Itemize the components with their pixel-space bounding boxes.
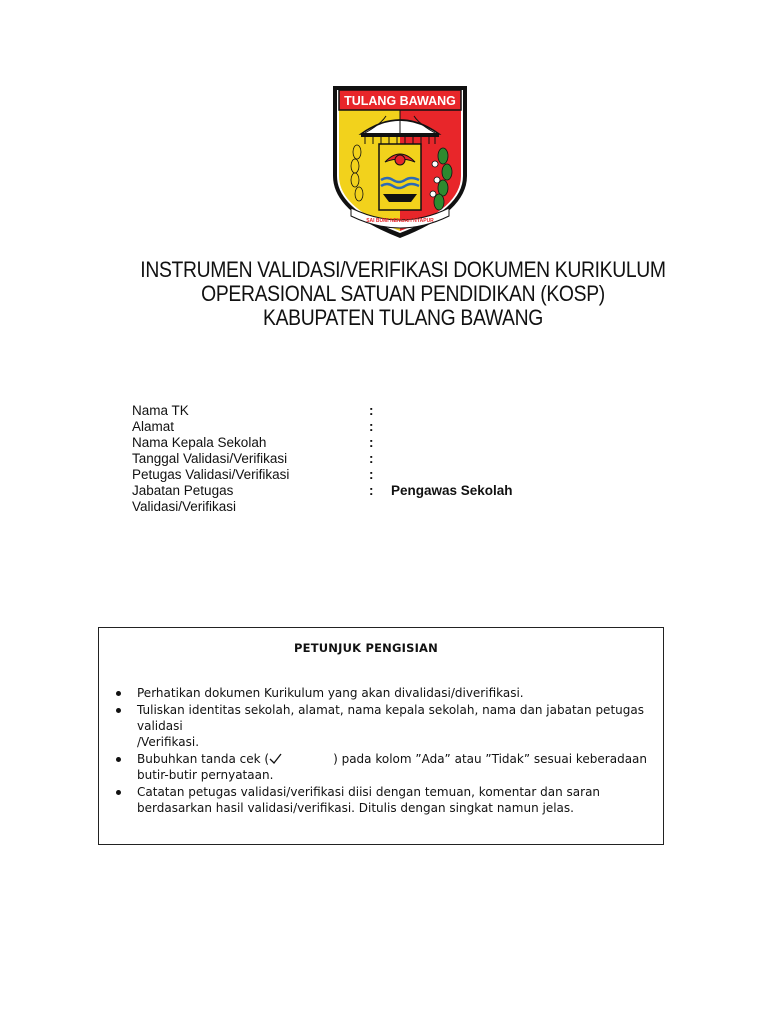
instruction-line-with-check [137, 751, 647, 767]
identity-label: Nama TK [132, 403, 189, 418]
identity-row-nama-tk [132, 403, 652, 419]
identity-row-petugas [132, 467, 652, 483]
identity-colon: : [369, 435, 374, 450]
checkmark-icon [269, 753, 282, 764]
identity-label: Nama Kepala Sekolah [132, 435, 267, 450]
identity-row-kepala-sekolah [132, 435, 652, 451]
title-line-2: OPERASIONAL SATUAN PENDIDIKAN (KOSP) [201, 281, 605, 306]
list-item [115, 784, 647, 816]
document-title [56, 258, 749, 330]
bullet-icon [116, 757, 121, 762]
instruction-text: Perhatikan dokumen Kurikulum yang akan divalidasi/diverifikasi. [137, 686, 524, 700]
identity-colon: : [369, 467, 374, 482]
identity-label [132, 483, 369, 515]
instruction-text-line-2: berdasarkan hasil validasi/verifikasi. Ditulis dengan singkat namun jelas. [137, 801, 574, 815]
identity-label-line-2: Validasi/Verifikasi [132, 499, 237, 514]
identity-label: Petugas Validasi/Verifikasi [132, 467, 290, 482]
instruction-text-before-check: Bubuhkan tanda cek ( [137, 752, 270, 766]
bullet-icon [116, 691, 121, 696]
list-item [115, 702, 647, 750]
title-line-1: INSTRUMEN VALIDASI/VERIFIKASI DOKUMEN KURIKULUM [140, 257, 666, 282]
instruction-text-after-check: ) pada kolom ”Ada” atau ”Tidak” sesuai keberadaan [333, 752, 647, 766]
identity-value-jabatan: Pengawas Sekolah [391, 483, 513, 498]
instruction-text-line-2: validasi [137, 719, 183, 733]
list-item [115, 685, 647, 701]
instruction-text-line-1: Tuliskan identitas sekolah, alamat, nama kepala sekolah, nama dan jabatan petugas [137, 703, 644, 717]
identity-row-alamat [132, 419, 652, 435]
bullet-icon [116, 790, 121, 795]
emblem-shield-icon [331, 84, 469, 240]
instruction-text-line-3: /Verifikasi. [137, 735, 200, 749]
emblem-motto-text: SAI BUMI NENGAH NYAPUR [366, 218, 434, 224]
identity-colon: : [369, 403, 374, 418]
identity-label: Tanggal Validasi/Verifikasi [132, 451, 288, 466]
identity-form [132, 403, 652, 515]
instructions-list [115, 685, 647, 817]
identity-label: Alamat [132, 419, 175, 434]
identity-colon: : [369, 483, 374, 498]
emblem-banner-text: TULANG BAWANG [344, 94, 456, 108]
instructions-title: PETUNJUK PENGISIAN [294, 641, 438, 655]
instructions-box [98, 627, 664, 845]
tulang-bawang-emblem [331, 84, 469, 240]
identity-row-jabatan [132, 483, 652, 515]
list-item [115, 751, 647, 783]
instruction-text-line-2: butir-butir pernyataan. [137, 768, 274, 782]
identity-label-line-1: Jabatan Petugas [132, 483, 234, 498]
identity-colon: : [369, 451, 374, 466]
identity-row-tanggal [132, 451, 652, 467]
title-line-3: KABUPATEN TULANG BAWANG [263, 305, 543, 330]
bullet-icon [116, 708, 121, 713]
identity-colon: : [369, 419, 374, 434]
instruction-text-line-1: Catatan petugas validasi/verifikasi diisi dengan temuan, komentar dan saran [137, 785, 601, 799]
